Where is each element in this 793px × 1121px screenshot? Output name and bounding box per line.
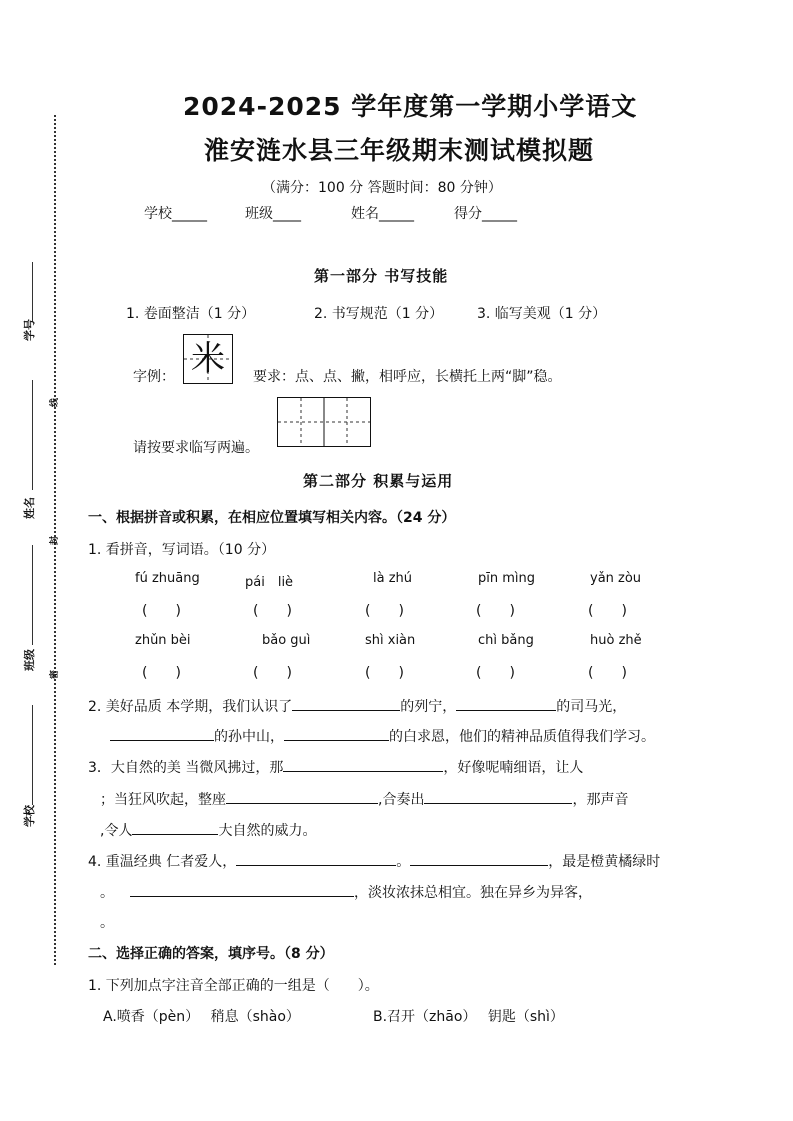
section2-heading: 二、选择正确的答案，填序号。（8 分）: [88, 946, 334, 962]
q2-text: 的白求恩，他们的精神品质值得我们学习。: [389, 729, 655, 745]
field-score: 得分_____: [454, 206, 517, 222]
answer-blank[interactable]: ( ): [253, 603, 292, 619]
field-name: 姓名_____: [351, 206, 414, 222]
q3-text: ，那声音: [572, 792, 629, 808]
answer-blank[interactable]: ( ): [476, 603, 515, 619]
q3-text: 大自然的威力。: [218, 823, 317, 839]
copy-instruction: 请按要求临写两遍。: [133, 440, 259, 456]
writing-requirement: 要求：点、点、撇，相呼应，长横托上两“脚”稳。: [253, 369, 562, 385]
pinyin-item: zhǔn bèi: [135, 633, 191, 648]
fill-blank[interactable]: [424, 789, 572, 804]
fill-blank[interactable]: [292, 696, 400, 711]
q4-text: ，淡妆浓抹总相宜。独在异乡为异客，: [354, 885, 592, 901]
q4-text: 4. 重温经典 仁者爱人，: [88, 854, 237, 870]
name-line: [32, 380, 33, 490]
margin-label-student-id: 学号: [23, 319, 36, 341]
page-title-line1: 2024-2025 学年度第一学期小学语文: [183, 92, 638, 121]
answer-blank[interactable]: ( ): [476, 665, 515, 681]
example-char-box: [183, 334, 233, 384]
q2-text: 的列宁，: [400, 699, 457, 715]
fill-blank[interactable]: [283, 757, 443, 772]
q3-text: ，好像呢喃细语，让人: [443, 760, 584, 776]
question-1-3-line2: [100, 789, 628, 809]
answer-blank[interactable]: ( ): [365, 603, 404, 619]
question-1-4-line2: [100, 882, 592, 902]
pinyin-item: pái liè: [245, 575, 294, 590]
margin-label-class: 班级: [23, 649, 36, 671]
answer-blank[interactable]: ( ): [588, 603, 627, 619]
pinyin-item: chì bǎng: [478, 633, 534, 648]
class-line: [32, 545, 33, 645]
criterion-2: 2. 书写规范（1 分）: [314, 306, 444, 322]
page-title-line2: 淮安涟水县三年级期末测试模拟题: [204, 136, 595, 165]
section1-heading: 一、根据拼音或积累，在相应位置填写相关内容。（24 分）: [88, 510, 456, 526]
option-a[interactable]: A.喷香（pèn） 稍息（shào）: [103, 1009, 300, 1025]
pinyin-item: huò zhě: [590, 633, 642, 648]
q3-text: 3．大自然的美 当微风拂过，那: [88, 760, 284, 776]
question-2-1: 1. 下列加点字注音全部正确的一组是（ ）。: [88, 978, 379, 994]
copy-practice-grid[interactable]: [277, 397, 371, 447]
fill-blank[interactable]: [132, 820, 218, 835]
margin-label-name: 姓名: [23, 497, 36, 519]
answer-blank[interactable]: ( ): [253, 665, 292, 681]
question-1-1: 1. 看拼音，写词语。（10 分）: [88, 542, 276, 558]
field-class: 班级____: [245, 206, 301, 222]
pinyin-row-1: [135, 571, 695, 623]
example-label: 字例：: [133, 369, 175, 385]
fill-blank[interactable]: [110, 726, 214, 741]
pinyin-item: yǎn zòu: [590, 571, 642, 586]
pinyin-item: pīn mìng: [478, 571, 536, 586]
answer-blank[interactable]: ( ): [588, 665, 627, 681]
q2-text: 2. 美好品质 本学期，我们认识了: [88, 699, 293, 715]
pinyin-row-2: [135, 633, 695, 685]
example-char: 米: [191, 339, 225, 379]
part1-heading: 第一部分 书写技能: [314, 267, 449, 285]
fill-blank[interactable]: [410, 851, 548, 866]
margin-tick-line: 线: [50, 397, 61, 408]
q2-text: 的孙中山，: [214, 729, 284, 745]
option-b[interactable]: B.召开（zhāo） 钥匙（shì）: [373, 1009, 564, 1025]
fill-blank[interactable]: [284, 726, 389, 741]
question-1-4-line1: [88, 851, 660, 871]
exam-info: （满分：100 分 答题时间：80 分钟）: [262, 180, 502, 196]
q2-text: 的司马光，: [556, 699, 627, 715]
pinyin-item: là zhú: [373, 571, 413, 586]
q4-text: 。: [396, 854, 411, 870]
margin-label-school: 学校: [23, 805, 36, 827]
question-1-2-line1: [88, 696, 626, 716]
fill-blank[interactable]: [236, 851, 396, 866]
q4-text: ，最是橙黄橘绿时: [548, 854, 661, 870]
question-1-2-line2: [110, 726, 655, 746]
q4-text: 。: [100, 885, 114, 901]
practice-grid-guides: [278, 398, 370, 446]
answer-blank[interactable]: ( ): [142, 603, 181, 619]
q3-text: ,令人: [100, 823, 133, 839]
field-school: 学校_____: [144, 206, 207, 222]
question-1-3-line3: [100, 820, 316, 840]
margin-tick-seal: 封: [50, 535, 61, 546]
part2-heading: 第二部分 积累与运用: [303, 472, 454, 490]
fill-blank[interactable]: [456, 696, 556, 711]
school-line: [32, 705, 33, 805]
question-1-4-line3: 。: [100, 915, 114, 931]
margin-tick-secret: 密: [50, 669, 61, 680]
fill-blank[interactable]: [226, 789, 378, 804]
question-1-3-line1: [88, 757, 583, 777]
criterion-3: 3. 临写美观（1 分）: [477, 306, 607, 322]
pinyin-item: fú zhuāng: [135, 571, 200, 586]
fill-blank[interactable]: [130, 882, 354, 897]
q3-text: ；当狂风吹起，整座: [100, 792, 226, 808]
answer-blank[interactable]: ( ): [142, 665, 181, 681]
pinyin-item: bǎo guì: [262, 633, 311, 648]
q3-text: ,合奏出: [378, 792, 425, 808]
student-id-line: [32, 262, 33, 322]
pinyin-item: shì xiàn: [365, 633, 416, 648]
answer-blank[interactable]: ( ): [365, 665, 404, 681]
criterion-1: 1. 卷面整洁（1 分）: [126, 306, 256, 322]
